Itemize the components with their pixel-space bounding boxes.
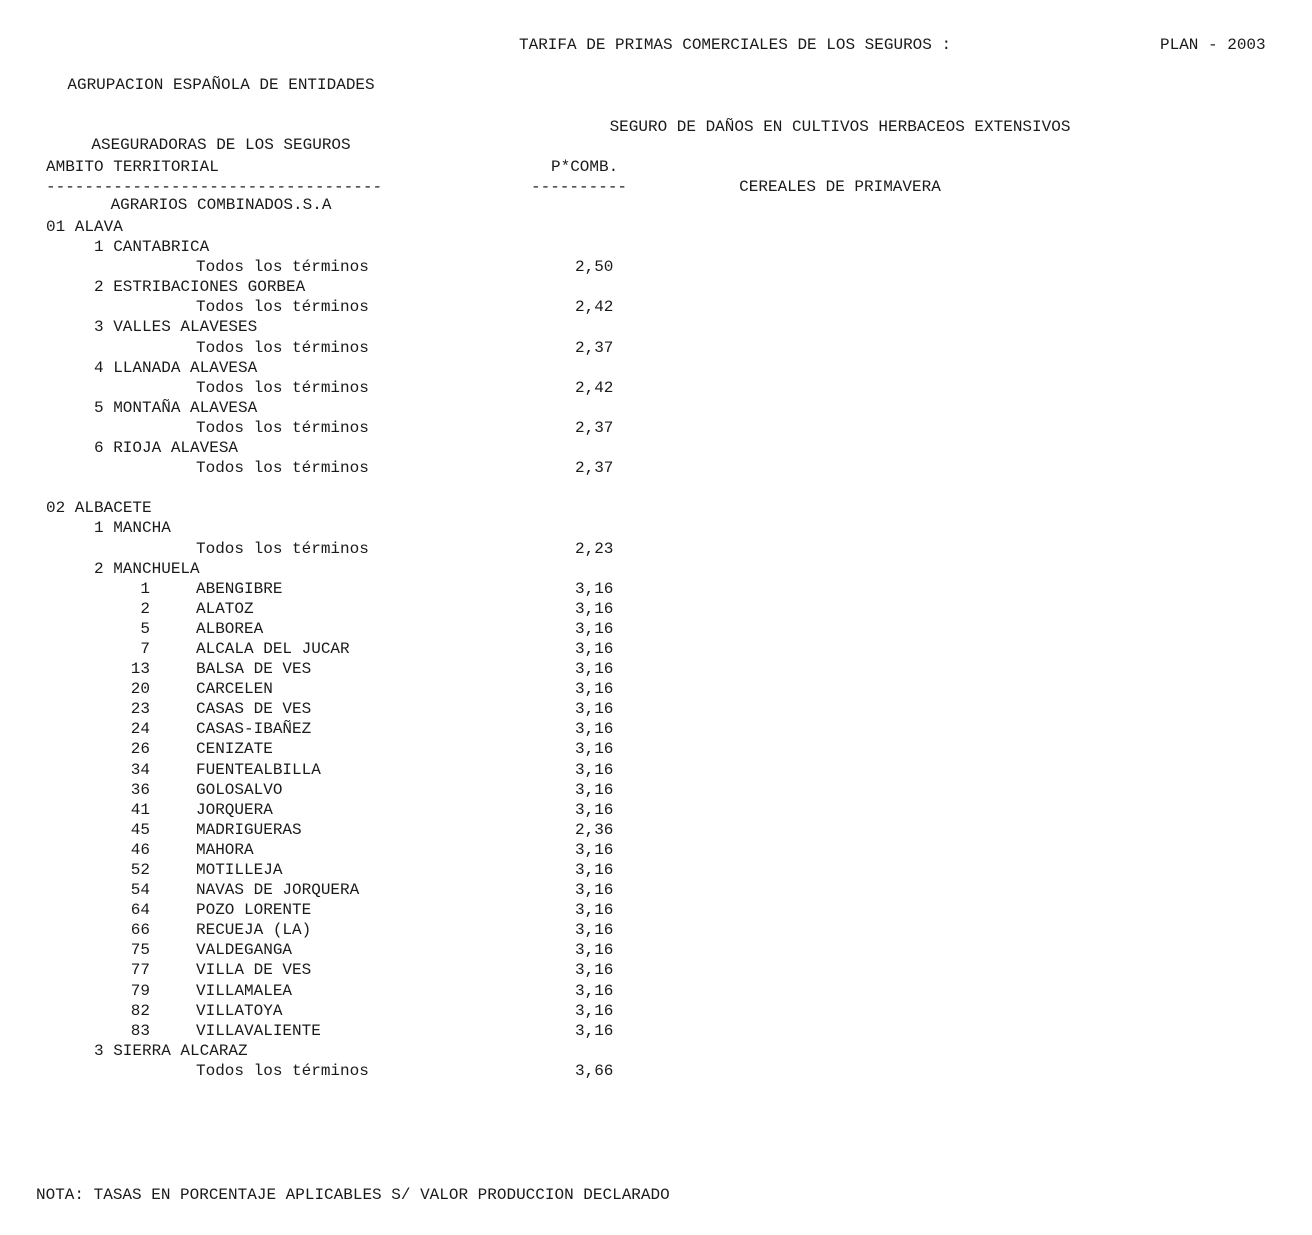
comarca-row bbox=[0, 317, 700, 337]
all-terms-row bbox=[0, 1061, 700, 1081]
municipality-row bbox=[0, 739, 700, 759]
premium-value: 2,37 bbox=[575, 459, 614, 478]
premium-value: 3,16 bbox=[575, 840, 614, 859]
province-row bbox=[0, 217, 700, 237]
municipality-name: ALATOZ bbox=[196, 599, 254, 618]
municipality-name: MOTILLEJA bbox=[196, 861, 283, 879]
municipality-code: 36 bbox=[130, 780, 150, 799]
municipality-code: 64 bbox=[130, 901, 150, 920]
premium-value: 3,16 bbox=[575, 961, 614, 980]
municipality-code: 20 bbox=[130, 680, 150, 699]
municipality-row bbox=[0, 639, 700, 659]
row-label: 02 ALBACETE bbox=[46, 499, 152, 518]
municipality-name: BALSA DE VES bbox=[196, 660, 312, 679]
premium-value: 3,16 bbox=[575, 901, 614, 920]
municipality-row bbox=[0, 900, 700, 920]
municipality-name: POZO LORENTE bbox=[196, 901, 312, 920]
premium-value: 3,66 bbox=[575, 1061, 614, 1080]
all-terms-row bbox=[0, 458, 700, 478]
premium-value: 3,16 bbox=[575, 1021, 614, 1040]
row-label: 2 ESTRIBACIONES GORBEA bbox=[94, 278, 306, 297]
subtitle-line: SEGURO DE DAÑOS EN CULTIVOS HERBACEOS EXTENSIVOS bbox=[609, 118, 1071, 136]
municipality-row bbox=[0, 920, 700, 940]
premium-value: 3,16 bbox=[575, 881, 614, 900]
municipality-row bbox=[0, 820, 700, 840]
municipality-code: 26 bbox=[130, 740, 150, 759]
all-terms-row bbox=[0, 418, 700, 438]
premium-value: 3,16 bbox=[575, 680, 614, 699]
municipality-row bbox=[0, 659, 700, 679]
municipality-name: VILLAMALEA bbox=[196, 981, 293, 1000]
document-title: TARIFA DE PRIMAS COMERCIALES DE LOS SEGUROS : bbox=[519, 36, 952, 54]
municipality-name: NAVAS DE JORQUERA bbox=[196, 881, 360, 900]
comarca-row bbox=[0, 358, 700, 378]
row-label: 3 VALLES ALAVESES bbox=[94, 318, 258, 337]
premium-value: 3,16 bbox=[575, 599, 614, 618]
all-terms-row bbox=[0, 257, 700, 277]
municipality-code: 13 bbox=[130, 660, 150, 679]
tariff-table bbox=[0, 217, 700, 1081]
municipality-code: 79 bbox=[130, 981, 150, 1000]
premium-value: 2,37 bbox=[575, 338, 614, 357]
municipality-name: CARCELEN bbox=[196, 680, 273, 699]
all-terms-row bbox=[0, 539, 700, 559]
premium-value: 3,16 bbox=[575, 981, 614, 1000]
premium-value: 3,16 bbox=[575, 861, 614, 879]
municipality-code: 5 bbox=[140, 619, 150, 638]
municipality-code: 54 bbox=[130, 881, 150, 900]
province-row bbox=[0, 498, 700, 518]
premium-value: 2,37 bbox=[575, 418, 614, 437]
premium-value: 3,16 bbox=[575, 780, 614, 799]
premium-value: 2,23 bbox=[575, 539, 614, 558]
municipality-name: GOLOSALVO bbox=[196, 780, 283, 799]
organization-name bbox=[0, 35, 442, 235]
municipality-row bbox=[0, 860, 700, 880]
municipality-code: 41 bbox=[130, 800, 150, 819]
municipality-name: CASAS-IBAÑEZ bbox=[196, 720, 312, 739]
municipality-code: 7 bbox=[140, 639, 150, 658]
municipality-code: 1 bbox=[140, 579, 150, 598]
premium-value: 3,16 bbox=[575, 800, 614, 819]
column-header-prima: P*COMB. bbox=[551, 158, 619, 176]
municipality-row bbox=[0, 780, 700, 800]
all-terms-row bbox=[0, 338, 700, 358]
premium-value: 3,16 bbox=[575, 1001, 614, 1020]
row-label: 2 MANCHUELA bbox=[94, 559, 200, 578]
premium-value: 3,16 bbox=[575, 921, 614, 940]
premium-value: 3,16 bbox=[575, 720, 614, 739]
premium-value: 3,16 bbox=[575, 660, 614, 679]
municipality-row bbox=[0, 940, 700, 960]
municipality-name: CENIZATE bbox=[196, 740, 273, 759]
municipality-code: 66 bbox=[130, 921, 150, 940]
organization-line: ASEGURADORAS DE LOS SEGUROS bbox=[91, 136, 351, 154]
municipality-code: 45 bbox=[130, 820, 150, 839]
premium-value: 2,36 bbox=[575, 820, 614, 839]
municipality-row bbox=[0, 800, 700, 820]
organization-line: AGRARIOS COMBINADOS.S.A bbox=[110, 196, 332, 214]
comarca-row bbox=[0, 398, 700, 418]
municipality-code: 46 bbox=[130, 840, 150, 859]
municipality-code: 34 bbox=[130, 760, 150, 779]
row-label: 01 ALAVA bbox=[46, 218, 123, 236]
municipality-row bbox=[0, 981, 700, 1001]
municipality-name: VILLATOYA bbox=[196, 1001, 283, 1020]
premium-value: 3,16 bbox=[575, 740, 614, 759]
municipality-name: ALBOREA bbox=[196, 619, 264, 638]
all-terms-row bbox=[0, 297, 700, 317]
municipality-row bbox=[0, 699, 700, 719]
row-label: Todos los términos bbox=[196, 258, 369, 277]
municipality-name: VILLA DE VES bbox=[196, 961, 312, 980]
premium-value: 3,16 bbox=[575, 639, 614, 658]
organization-line: AGRUPACION ESPAÑOLA DE ENTIDADES bbox=[67, 76, 375, 94]
row-label: Todos los términos bbox=[196, 298, 369, 317]
municipality-code: 2 bbox=[140, 599, 150, 618]
municipality-row bbox=[0, 719, 700, 739]
plan-label: PLAN - 2003 bbox=[1160, 36, 1266, 54]
premium-value: 3,16 bbox=[575, 941, 614, 960]
municipality-row bbox=[0, 1001, 700, 1021]
municipality-row bbox=[0, 880, 700, 900]
municipality-code: 75 bbox=[130, 941, 150, 960]
comarca-row bbox=[0, 438, 700, 458]
municipality-row bbox=[0, 1021, 700, 1041]
comarca-row bbox=[0, 277, 700, 297]
header-rule-right: ---------- bbox=[531, 178, 628, 196]
municipality-row bbox=[0, 599, 700, 619]
municipality-name: CASAS DE VES bbox=[196, 700, 312, 719]
row-label: 1 CANTABRICA bbox=[94, 238, 210, 257]
municipality-code: 82 bbox=[130, 1001, 150, 1020]
comarca-row bbox=[0, 1041, 700, 1061]
municipality-row bbox=[0, 579, 700, 599]
comarca-row bbox=[0, 559, 700, 579]
municipality-code: 24 bbox=[130, 720, 150, 739]
municipality-code: 23 bbox=[130, 700, 150, 719]
municipality-code: 52 bbox=[130, 861, 150, 879]
municipality-name: VILLAVALIENTE bbox=[196, 1021, 321, 1040]
municipality-name: ABENGIBRE bbox=[196, 579, 283, 598]
row-label: Todos los términos bbox=[196, 459, 369, 478]
premium-value: 3,16 bbox=[575, 760, 614, 779]
premium-value: 3,16 bbox=[575, 700, 614, 719]
row-label: 4 LLANADA ALAVESA bbox=[94, 358, 258, 377]
premium-value: 2,50 bbox=[575, 258, 614, 277]
row-label: 5 MONTAÑA ALAVESA bbox=[94, 398, 258, 417]
municipality-name: FUENTEALBILLA bbox=[196, 760, 321, 779]
row-label: 1 MANCHA bbox=[94, 519, 171, 538]
row-label: 3 SIERRA ALCARAZ bbox=[94, 1041, 248, 1060]
footer-note: NOTA: TASAS EN PORCENTAJE APLICABLES S/ VALOR PRODUCCION DECLARADO bbox=[36, 1186, 670, 1204]
subtitle-line: CEREALES DE PRIMAVERA bbox=[739, 178, 941, 196]
blank-row bbox=[0, 478, 700, 498]
municipality-name: RECUEJA (LA) bbox=[196, 921, 312, 940]
municipality-code: 83 bbox=[130, 1021, 150, 1040]
header-rule-left: ----------------------------------- bbox=[46, 178, 383, 196]
municipality-name: VALDEGANGA bbox=[196, 941, 293, 960]
row-label: Todos los términos bbox=[196, 378, 369, 397]
premium-value: 2,42 bbox=[575, 378, 614, 397]
municipality-row bbox=[0, 960, 700, 980]
municipality-row bbox=[0, 619, 700, 639]
comarca-row bbox=[0, 518, 700, 538]
row-label: Todos los términos bbox=[196, 539, 369, 558]
all-terms-row bbox=[0, 378, 700, 398]
premium-value: 3,16 bbox=[575, 579, 614, 598]
municipality-row bbox=[0, 679, 700, 699]
municipality-name: JORQUERA bbox=[196, 800, 273, 819]
row-label: Todos los términos bbox=[196, 418, 369, 437]
premium-value: 2,42 bbox=[575, 298, 614, 317]
row-label: Todos los términos bbox=[196, 1061, 369, 1080]
municipality-name: MAHORA bbox=[196, 840, 254, 859]
row-label: 6 RIOJA ALAVESA bbox=[94, 439, 239, 458]
premium-value: 3,16 bbox=[575, 619, 614, 638]
municipality-code: 77 bbox=[130, 961, 150, 980]
comarca-row bbox=[0, 237, 700, 257]
municipality-row bbox=[0, 760, 700, 780]
column-header-ambito: AMBITO TERRITORIAL bbox=[46, 158, 219, 176]
row-label: Todos los términos bbox=[196, 338, 369, 357]
municipality-name: MADRIGUERAS bbox=[196, 820, 302, 839]
municipality-name: ALCALA DEL JUCAR bbox=[196, 639, 350, 658]
municipality-row bbox=[0, 840, 700, 860]
